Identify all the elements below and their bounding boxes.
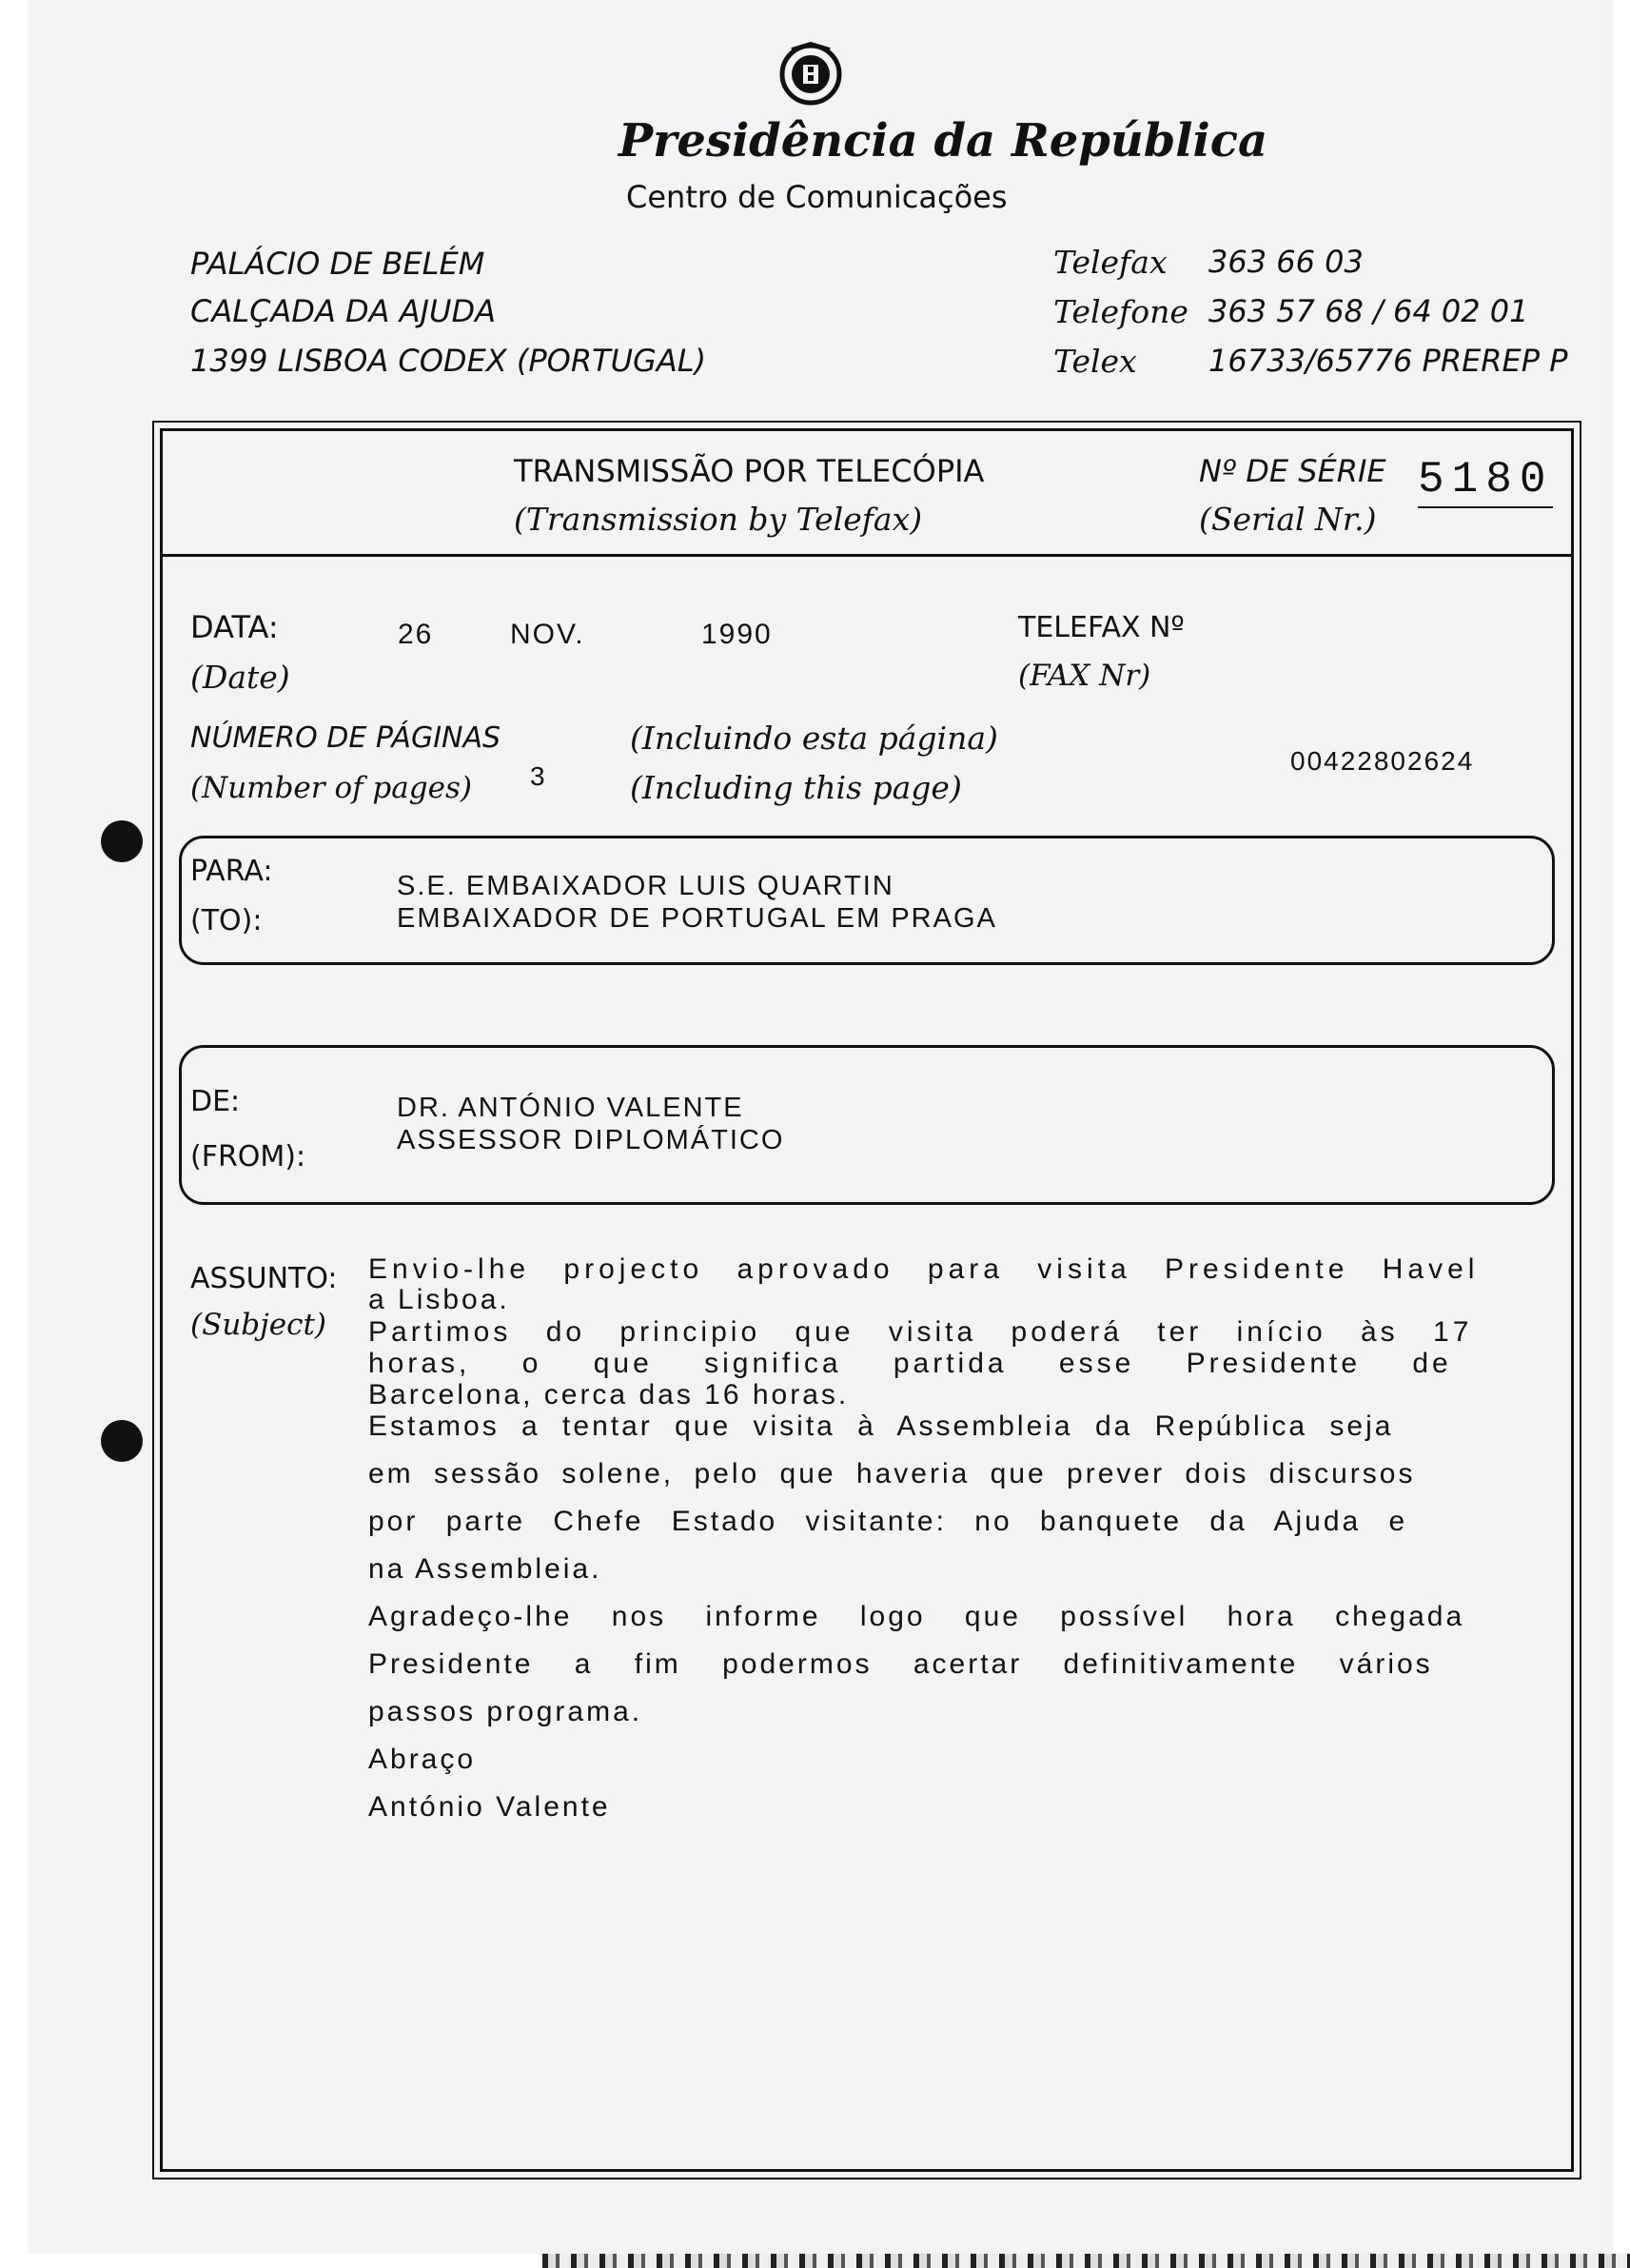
message-line-2: a Lisboa. bbox=[368, 1284, 510, 1315]
date-month: NOV. bbox=[510, 619, 585, 650]
punch-hole-top bbox=[101, 820, 143, 862]
date-day: 26 bbox=[398, 619, 434, 650]
message-line-10: Agradeço-lhe nos informe logo que possível hora chegada bbox=[368, 1601, 1465, 1632]
sender-box bbox=[179, 1045, 1555, 1205]
message-line-8: por parte Chefe Estado visitante: no banquete da Ajuda e bbox=[368, 1506, 1408, 1537]
serial-number: 5180 bbox=[1418, 455, 1553, 508]
from-sublabel: (FROM): bbox=[190, 1140, 306, 1173]
including-page-note-en: (Including this page) bbox=[630, 769, 962, 806]
pages-sublabel: (Number of pages) bbox=[190, 771, 472, 805]
transmission-title: TRANSMISSÃO POR TELECÓPIA bbox=[514, 453, 985, 489]
telex-value: 16733/65776 PREREP P bbox=[1208, 343, 1568, 379]
address-line-3: 1399 LISBOA CODEX (PORTUGAL) bbox=[190, 343, 707, 379]
message-signature: António Valente bbox=[368, 1791, 611, 1823]
from-label: DE: bbox=[190, 1085, 241, 1118]
pages-label: NÚMERO DE PÁGINAS bbox=[190, 721, 501, 755]
date-year: 1990 bbox=[701, 619, 773, 650]
message-line-1: Envio-lhe projecto aprovado para visita Presidente Havel bbox=[368, 1253, 1480, 1285]
message-line-12: passos programa. bbox=[368, 1696, 643, 1727]
letterhead-title: Presidência da República bbox=[619, 114, 1268, 168]
message-line-7: em sessão solene, pelo que haveria que prever dois discursos bbox=[368, 1458, 1416, 1489]
message-line-11: Presidente a fim podermos acertar definitivamente vários bbox=[368, 1648, 1433, 1680]
fax-cover-sheet bbox=[29, 0, 1613, 2254]
header-divider bbox=[163, 554, 1571, 557]
telefax-value: 363 66 03 bbox=[1208, 244, 1364, 280]
subject-sublabel: (Subject) bbox=[190, 1308, 327, 1342]
recipient-line-2: EMBAIXADOR DE PORTUGAL EM PRAGA bbox=[397, 903, 997, 934]
message-line-4: horas, o que significa partida esse Presidente de bbox=[368, 1348, 1452, 1379]
serial-sublabel: (Serial Nr.) bbox=[1199, 501, 1377, 538]
fax-nr-sublabel: (FAX Nr) bbox=[1018, 659, 1151, 693]
pages-value: 3 bbox=[530, 761, 547, 791]
scan-ruler-strip bbox=[542, 2254, 1630, 2268]
sender-line-1: DR. ANTÓNIO VALENTE bbox=[397, 1093, 744, 1123]
including-page-note: (Incluindo esta página) bbox=[630, 720, 998, 757]
to-sublabel: (TO): bbox=[190, 904, 263, 937]
recipient-line-1: S.E. EMBAIXADOR LUIS QUARTIN bbox=[397, 871, 894, 901]
date-sublabel: (Date) bbox=[190, 659, 290, 696]
message-line-3: Partimos do principio que visita poderá ter início às 17 bbox=[368, 1316, 1473, 1348]
telex-label: Telex bbox=[1053, 343, 1137, 380]
telefone-value: 363 57 68 / 64 02 01 bbox=[1208, 293, 1529, 329]
message-line-5: Barcelona, cerca das 16 horas. bbox=[368, 1379, 850, 1410]
punch-hole-bottom bbox=[101, 1420, 143, 1462]
message-line-6: Estamos a tentar que visita à Assembleia da República seja bbox=[368, 1410, 1394, 1442]
message-closing: Abraço bbox=[368, 1744, 477, 1775]
letterhead-subtitle: Centro de Comunicações bbox=[626, 179, 1008, 215]
telefax-label: Telefax bbox=[1053, 244, 1168, 281]
date-label: DATA: bbox=[190, 609, 279, 645]
to-label: PARA: bbox=[190, 855, 273, 888]
address-line-2: CALÇADA DA AJUDA bbox=[190, 293, 496, 329]
telefone-label: Telefone bbox=[1053, 293, 1188, 330]
address-line-1: PALÁCIO DE BELÉM bbox=[190, 246, 485, 282]
message-line-9: na Assembleia. bbox=[368, 1553, 602, 1585]
coat-of-arms-emblem bbox=[777, 40, 844, 108]
fax-number-value: 00422802624 bbox=[1290, 746, 1475, 776]
sender-line-2: ASSESSOR DIPLOMÁTICO bbox=[397, 1125, 785, 1155]
transmission-subtitle: (Transmission by Telefax) bbox=[514, 501, 923, 538]
telefax-no-label: TELEFAX Nº bbox=[1018, 611, 1185, 644]
serial-label: Nº DE SÉRIE bbox=[1199, 453, 1386, 489]
subject-label: ASSUNTO: bbox=[190, 1262, 338, 1295]
